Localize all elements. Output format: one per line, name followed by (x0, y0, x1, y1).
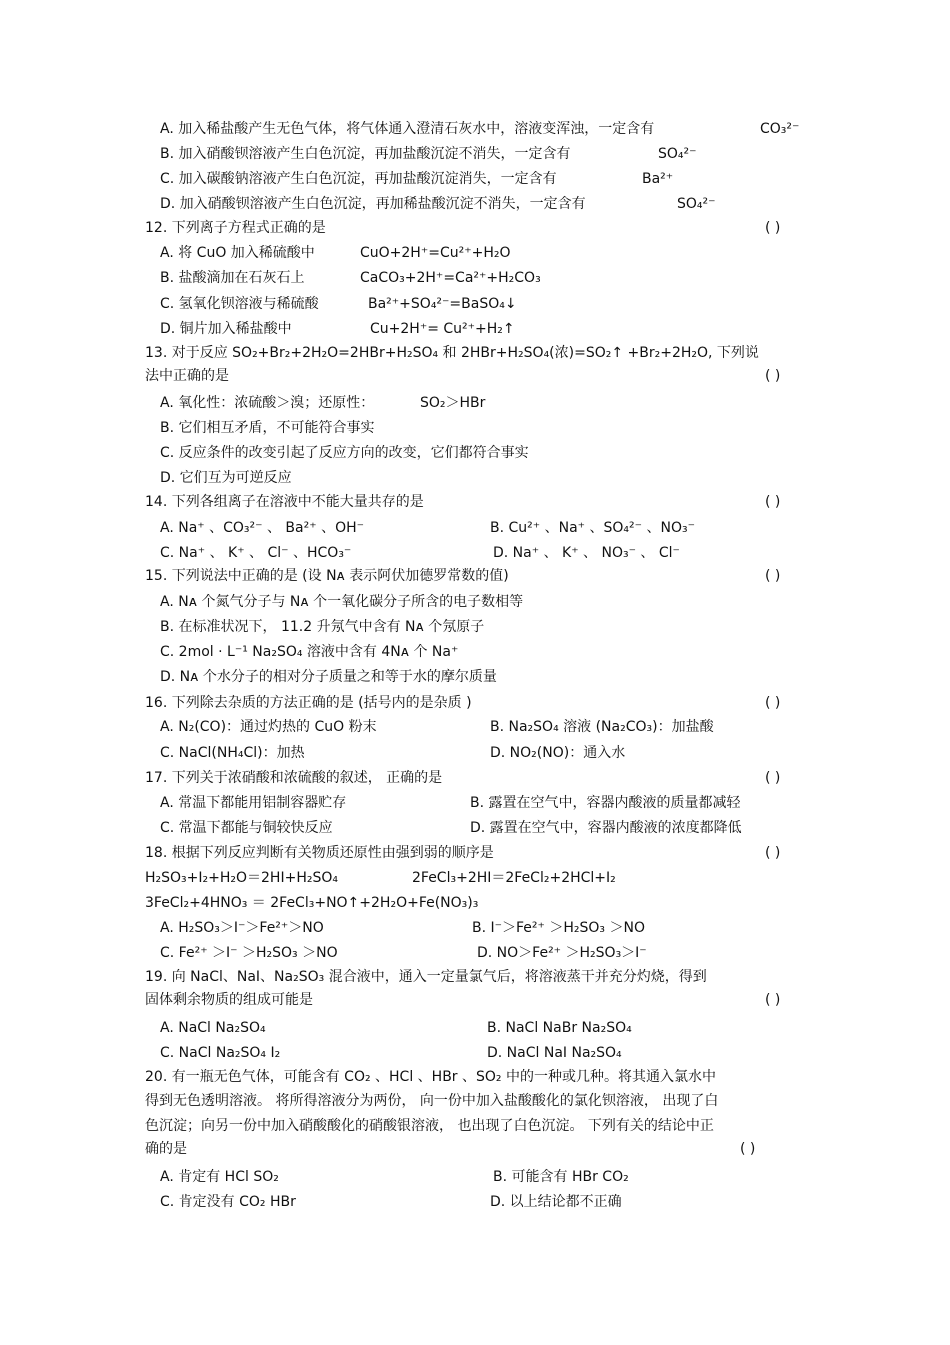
text-q12d-0: D. 铜片加入稀盐酸中 (160, 321, 292, 337)
line-q12 (0, 216, 950, 240)
line-q13B (0, 416, 950, 440)
text-q17-1: ( ) (765, 770, 781, 786)
text-q12a-0: A. 将 CuO 加入稀硫酸中 (160, 245, 315, 261)
text-q18a-0: A. H₂SO₃＞I⁻＞Fe²⁺＞NO (160, 920, 324, 936)
line-q14 (0, 490, 950, 514)
text-q15a-0: A. Nᴀ 个氮气分子与 Nᴀ 个一氧化碳分子所含的电子数相等 (160, 594, 524, 610)
line-l2 (0, 142, 950, 166)
line-q16a (0, 715, 950, 739)
text-l2-0: B. 加入硝酸钡溶液产生白色沉淀，再加盐酸沉淀不消失，一定含有 (160, 146, 571, 162)
text-q13B-0: B. 它们相互矛盾，不可能符合事实 (160, 420, 375, 436)
line-q18 (0, 841, 950, 865)
text-q15b-0: B. 在标准状况下， 11.2 升氖气中含有 Nᴀ 个氖原子 (160, 619, 485, 635)
text-q17a-0: A. 常温下都能用铝制容器贮存 (160, 795, 347, 811)
line-q16c (0, 741, 950, 765)
line-q20A (0, 1165, 950, 1189)
text-q14a-1: B. Cu²⁺ 、Na⁺ 、SO₄²⁻ 、NO₃⁻ (490, 520, 695, 536)
line-q15b (0, 615, 950, 639)
text-q15d-0: D. Nᴀ 个水分子的相对分子质量之和等于水的摩尔质量 (160, 669, 497, 685)
text-q12b-1: CaCO₃+2H⁺=Ca²⁺+H₂CO₃ (360, 270, 541, 286)
text-q13A-0: A. 氧化性：浓硫酸＞溴；还原性： (160, 395, 375, 411)
text-q20c-0: 色沉淀；向另一份中加入硝酸酸化的硝酸银溶液， 也出现了白色沉淀。 下列有关的结论中正 (145, 1118, 714, 1134)
text-q19a-0: A. NaCl Na₂SO₄ (160, 1020, 266, 1036)
line-q15 (0, 564, 950, 588)
line-q20c (0, 1114, 950, 1138)
text-q14c-0: C. Na⁺ 、 K⁺ 、 Cl⁻ 、HCO₃⁻ (160, 545, 352, 561)
text-l3-0: C. 加入碳酸钠溶液产生白色沉淀，再加盐酸沉淀消失，一定含有 (160, 171, 557, 187)
text-q12c-1: Ba²⁺+SO₄²⁻=BaSO₄↓ (368, 296, 517, 312)
text-q17c-1: D. 露置在空气中，容器内酸液的浓度都降低 (470, 820, 742, 836)
text-q13C-0: C. 反应条件的改变引起了反应方向的改变，它们都符合事实 (160, 445, 529, 461)
text-q20C-1: D. 以上结论都不正确 (490, 1194, 622, 1210)
text-l4-0: D. 加入硝酸钡溶液产生白色沉淀，再加稀盐酸沉淀不消失，一定含有 (160, 196, 586, 212)
text-q19c-0: C. NaCl Na₂SO₄ I₂ (160, 1045, 281, 1061)
text-q20A-1: B. 可能含有 HBr CO₂ (493, 1169, 629, 1185)
text-q20A-0: A. 肯定有 HCl SO₂ (160, 1169, 279, 1185)
text-q18a-1: B. I⁻＞Fe²⁺ ＞H₂SO₃ ＞NO (472, 920, 645, 936)
line-q12c (0, 292, 950, 316)
text-q17a-1: B. 露置在空气中，容器内酸液的质量都减轻 (470, 795, 741, 811)
line-l3 (0, 167, 950, 191)
line-l4 (0, 192, 950, 216)
line-q20 (0, 1065, 950, 1089)
text-q19c-1: D. NaCl NaI Na₂SO₄ (487, 1045, 622, 1061)
text-q20d-0: 确的是 (145, 1141, 187, 1157)
line-q15a (0, 590, 950, 614)
line-l1 (0, 117, 950, 141)
text-l3-1: Ba²⁺ (642, 171, 674, 187)
line-q20d (0, 1137, 950, 1161)
text-q16-1: ( ) (765, 695, 781, 711)
text-q14-1: ( ) (765, 494, 781, 510)
text-l1-1: CO₃²⁻ (760, 121, 800, 137)
line-q12a (0, 241, 950, 265)
text-l1-0: A. 加入稀盐酸产生无色气体，将气体通入澄清石灰水中，溶液变浑浊，一定含有 (160, 121, 655, 137)
line-q15c (0, 640, 950, 664)
line-q17c (0, 816, 950, 840)
text-q16a-0: A. N₂(CO)：通过灼热的 CuO 粉末 (160, 719, 377, 735)
text-q16c-1: D. NO₂(NO)：通入水 (490, 745, 626, 761)
text-q15c-0: C. 2mol · L⁻¹ Na₂SO₄ 溶液中含有 4Nᴀ 个 Na⁺ (160, 644, 459, 660)
text-q18r1-0: H₂SO₃+I₂+H₂O＝2HI+H₂SO₄ (145, 870, 338, 886)
line-q20b (0, 1089, 950, 1113)
line-q20C (0, 1190, 950, 1214)
line-q13D (0, 466, 950, 490)
text-q16-0: 16. 下列除去杂质的方法正确的是 (括号内的是杂质 ) (145, 695, 472, 711)
text-q14a-0: A. Na⁺ 、CO₃²⁻ 、 Ba²⁺ 、OH⁻ (160, 520, 365, 536)
text-q13A-1: SO₂＞HBr (420, 395, 486, 411)
text-q20C-0: C. 肯定没有 CO₂ HBr (160, 1194, 296, 1210)
line-q17 (0, 766, 950, 790)
text-q17c-0: C. 常温下都能与铜较快反应 (160, 820, 333, 836)
line-q13b (0, 364, 950, 388)
line-q19 (0, 965, 950, 989)
line-q14a (0, 516, 950, 540)
line-q18r2 (0, 891, 950, 915)
line-q15d (0, 665, 950, 689)
text-q14-0: 14. 下列各组离子在溶液中不能大量共存的是 (145, 494, 424, 510)
text-q12c-0: C. 氢氧化钡溶液与稀硫酸 (160, 296, 319, 312)
text-q13b-1: ( ) (765, 368, 781, 384)
line-q13C (0, 441, 950, 465)
text-q12a-1: CuO+2H⁺=Cu²⁺+H₂O (360, 245, 511, 261)
text-q18c-1: D. NO＞Fe²⁺ ＞H₂SO₃＞I⁻ (477, 945, 647, 961)
text-l2-1: SO₄²⁻ (658, 146, 697, 162)
line-q14c (0, 541, 950, 565)
text-q18-1: ( ) (765, 845, 781, 861)
line-q17a (0, 791, 950, 815)
text-q18c-0: C. Fe²⁺ ＞I⁻ ＞H₂SO₃ ＞NO (160, 945, 338, 961)
text-q20-0: 20. 有一瓶无色气体，可能含有 CO₂ 、HCl 、HBr 、SO₂ 中的一种或几种。将其通入氯水中 (145, 1069, 716, 1085)
text-q19-0: 19. 向 NaCl、NaI、Na₂SO₃ 混合液中，通入一定量氯气后，将溶液蒸干并充分灼烧，得到 (145, 969, 707, 985)
text-q20d-1: ( ) (740, 1141, 756, 1157)
text-l4-1: SO₄²⁻ (677, 196, 716, 212)
text-q15-0: 15. 下列说法中正确的是 (设 Nᴀ 表示阿伏加德罗常数的值) (145, 568, 509, 584)
text-q18r2-0: 3FeCl₂+4HNO₃ ＝ 2FeCl₃+NO↑+2H₂O+Fe(NO₃)₃ (145, 895, 479, 911)
line-q12b (0, 266, 950, 290)
line-q18c (0, 941, 950, 965)
line-q12d (0, 317, 950, 341)
text-q20b-0: 得到无色透明溶液。 将所得溶液分为两份， 向一份中加入盐酸酸化的氯化钡溶液， 出现了白 (145, 1093, 719, 1109)
line-q16 (0, 691, 950, 715)
text-q19b-0: 固体剩余物质的组成可能是 (145, 992, 313, 1008)
text-q19a-1: B. NaCl NaBr Na₂SO₄ (487, 1020, 632, 1036)
text-q17-0: 17. 下列关于浓硝酸和浓硫酸的叙述， 正确的是 (145, 770, 443, 786)
text-q15-1: ( ) (765, 568, 781, 584)
text-q12d-1: Cu+2H⁺= Cu²⁺+H₂↑ (370, 321, 515, 337)
text-q12-1: ( ) (765, 220, 781, 236)
line-q19a (0, 1016, 950, 1040)
text-q19b-1: ( ) (765, 992, 781, 1008)
line-q18r1 (0, 866, 950, 890)
text-q13D-0: D. 它们互为可逆反应 (160, 470, 292, 486)
text-q16c-0: C. NaCl(NH₄Cl)：加热 (160, 745, 305, 761)
text-q12-0: 12. 下列离子方程式正确的是 (145, 220, 326, 236)
text-q12b-0: B. 盐酸滴加在石灰石上 (160, 270, 305, 286)
line-q19c (0, 1041, 950, 1065)
line-q13 (0, 341, 950, 365)
text-q18-0: 18. 根据下列反应判断有关物质还原性由强到弱的顺序是 (145, 845, 494, 861)
text-q14c-1: D. Na⁺ 、 K⁺ 、 NO₃⁻ 、 Cl⁻ (493, 545, 680, 561)
line-q19b (0, 988, 950, 1012)
line-q18a (0, 916, 950, 940)
text-q18r1-1: 2FeCl₃+2HI＝2FeCl₂+2HCl+I₂ (412, 870, 616, 886)
text-q13b-0: 法中正确的是 (145, 368, 229, 384)
text-q13-0: 13. 对于反应 SO₂+Br₂+2H₂O=2HBr+H₂SO₄ 和 2HBr+H₂SO₄(浓)=SO₂↑ +Br₂+2H₂O, 下列说 (145, 345, 759, 361)
line-q13A (0, 391, 950, 415)
text-q16a-1: B. Na₂SO₄ 溶液 (Na₂CO₃)：加盐酸 (490, 719, 714, 735)
